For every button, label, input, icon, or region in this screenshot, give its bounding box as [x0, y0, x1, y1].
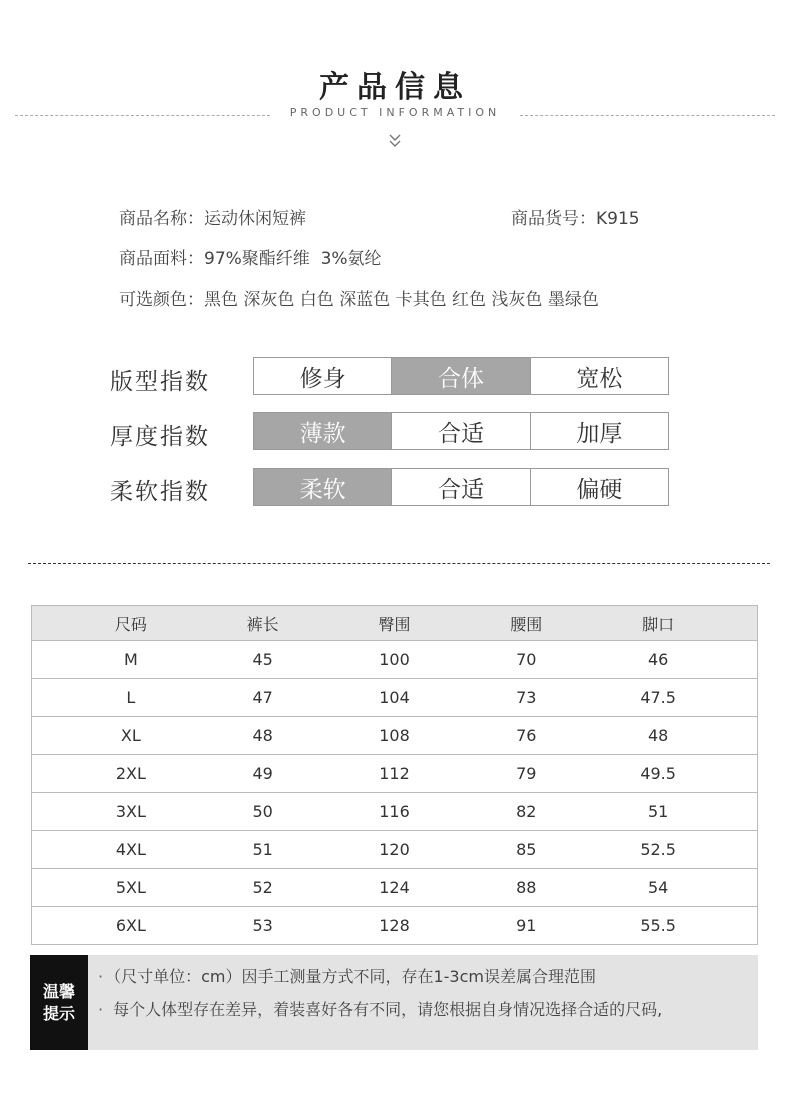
- cell-waist: 79: [493, 755, 559, 793]
- cell-size: M: [32, 641, 230, 679]
- page-subtitle: PRODUCT INFORMATION: [289, 106, 501, 119]
- section-divider: [28, 563, 770, 564]
- size-table-header: [32, 606, 758, 641]
- product-sku: 商品货号：K915: [511, 209, 640, 229]
- fit-option-slim: 修身: [254, 358, 392, 394]
- fit-index-scale: [253, 357, 669, 395]
- header-waist: 腰围: [493, 606, 559, 641]
- fit-option-loose: 宽松: [576, 365, 623, 392]
- table-row: [32, 907, 758, 945]
- size-table: [31, 605, 758, 945]
- warm-tip-box: [30, 955, 758, 1050]
- bullet-icon: ·: [98, 967, 104, 986]
- cell-waist: 91: [493, 907, 559, 945]
- thickness-index-label: 厚度指数: [110, 424, 210, 450]
- cell-waist: 88: [493, 869, 559, 907]
- header-leg-opening: 脚口: [559, 606, 757, 641]
- warm-tip-tag-line2: 提示: [42, 1003, 75, 1023]
- warm-tip-text-2: 每个人体型存在差异，着装喜好各有不同，请您根据自身情况选择合适的尺码,: [113, 1000, 663, 1019]
- table-row: [32, 717, 758, 755]
- cell-size: 6XL: [32, 907, 230, 945]
- header-hip: 臀围: [296, 606, 494, 641]
- cell-waist: 76: [493, 717, 559, 755]
- cell-hip: 100: [296, 641, 494, 679]
- cell-hip: 108: [296, 717, 494, 755]
- thickness-option-thick: 加厚: [576, 420, 623, 447]
- cell-size: 3XL: [32, 793, 230, 831]
- page-title: 产品信息: [319, 70, 471, 105]
- subtitle-divider-right: [520, 115, 775, 116]
- cell-size: L: [32, 679, 230, 717]
- cell-length: 49: [230, 755, 296, 793]
- cell-leg-opening: 46: [559, 641, 757, 679]
- table-row: [32, 793, 758, 831]
- cell-waist: 82: [493, 793, 559, 831]
- cell-length: 53: [230, 907, 296, 945]
- warm-tip-text-1: （尺寸单位：cm）因手工测量方式不同，存在1-3cm误差属合理范围: [113, 967, 596, 986]
- table-row: [32, 679, 758, 717]
- table-row: [32, 641, 758, 679]
- warm-tip-line-1: [98, 964, 596, 987]
- product-name: 商品名称：运动休闲短裤: [119, 209, 306, 229]
- cell-hip: 128: [296, 907, 494, 945]
- thickness-option-medium: 合适: [392, 413, 530, 449]
- header-size: 尺码: [32, 606, 230, 641]
- cell-size: 5XL: [32, 869, 230, 907]
- cell-size: 2XL: [32, 755, 230, 793]
- softness-option-soft: 柔软: [254, 469, 392, 505]
- cell-leg-opening: 52.5: [559, 831, 757, 869]
- bullet-icon: ·: [98, 1000, 104, 1019]
- cell-leg-opening: 48: [559, 717, 757, 755]
- table-row: [32, 831, 758, 869]
- cell-leg-opening: 54: [559, 869, 757, 907]
- warm-tip-tag-line1: 温馨: [42, 981, 75, 1001]
- softness-index-label: 柔软指数: [110, 479, 210, 505]
- thickness-index-scale: [253, 412, 669, 450]
- cell-length: 45: [230, 641, 296, 679]
- cell-hip: 124: [296, 869, 494, 907]
- cell-leg-opening: 49.5: [559, 755, 757, 793]
- cell-size: XL: [32, 717, 230, 755]
- cell-hip: 120: [296, 831, 494, 869]
- warm-tip-tag: [30, 955, 88, 1050]
- cell-waist: 73: [493, 679, 559, 717]
- cell-length: 48: [230, 717, 296, 755]
- cell-hip: 116: [296, 793, 494, 831]
- header-length: 裤长: [230, 606, 296, 641]
- fit-index-label: 版型指数: [110, 369, 210, 395]
- cell-hip: 112: [296, 755, 494, 793]
- warm-tip-line-2: [98, 997, 662, 1020]
- cell-leg-opening: 55.5: [559, 907, 757, 945]
- fit-option-regular: 合体: [392, 358, 530, 394]
- cell-waist: 85: [493, 831, 559, 869]
- double-chevron-down-icon: [385, 132, 405, 150]
- product-fabric: 商品面料：97%聚酯纤维 3%氨纶: [119, 249, 382, 269]
- table-row: [32, 869, 758, 907]
- cell-length: 47: [230, 679, 296, 717]
- cell-length: 50: [230, 793, 296, 831]
- softness-option-medium: 合适: [392, 469, 530, 505]
- table-row: [32, 755, 758, 793]
- softness-option-hard: 偏硬: [576, 476, 623, 503]
- cell-hip: 104: [296, 679, 494, 717]
- cell-length: 52: [230, 869, 296, 907]
- softness-index-scale: [253, 468, 669, 506]
- cell-leg-opening: 47.5: [559, 679, 757, 717]
- cell-waist: 70: [493, 641, 559, 679]
- thickness-option-thin: 薄款: [254, 413, 392, 449]
- subtitle-row: [15, 106, 775, 126]
- cell-size: 4XL: [32, 831, 230, 869]
- product-colors: 可选颜色：黑色 深灰色 白色 深蓝色 卡其色 红色 浅灰色 墨绿色: [119, 290, 599, 310]
- cell-length: 51: [230, 831, 296, 869]
- cell-leg-opening: 51: [559, 793, 757, 831]
